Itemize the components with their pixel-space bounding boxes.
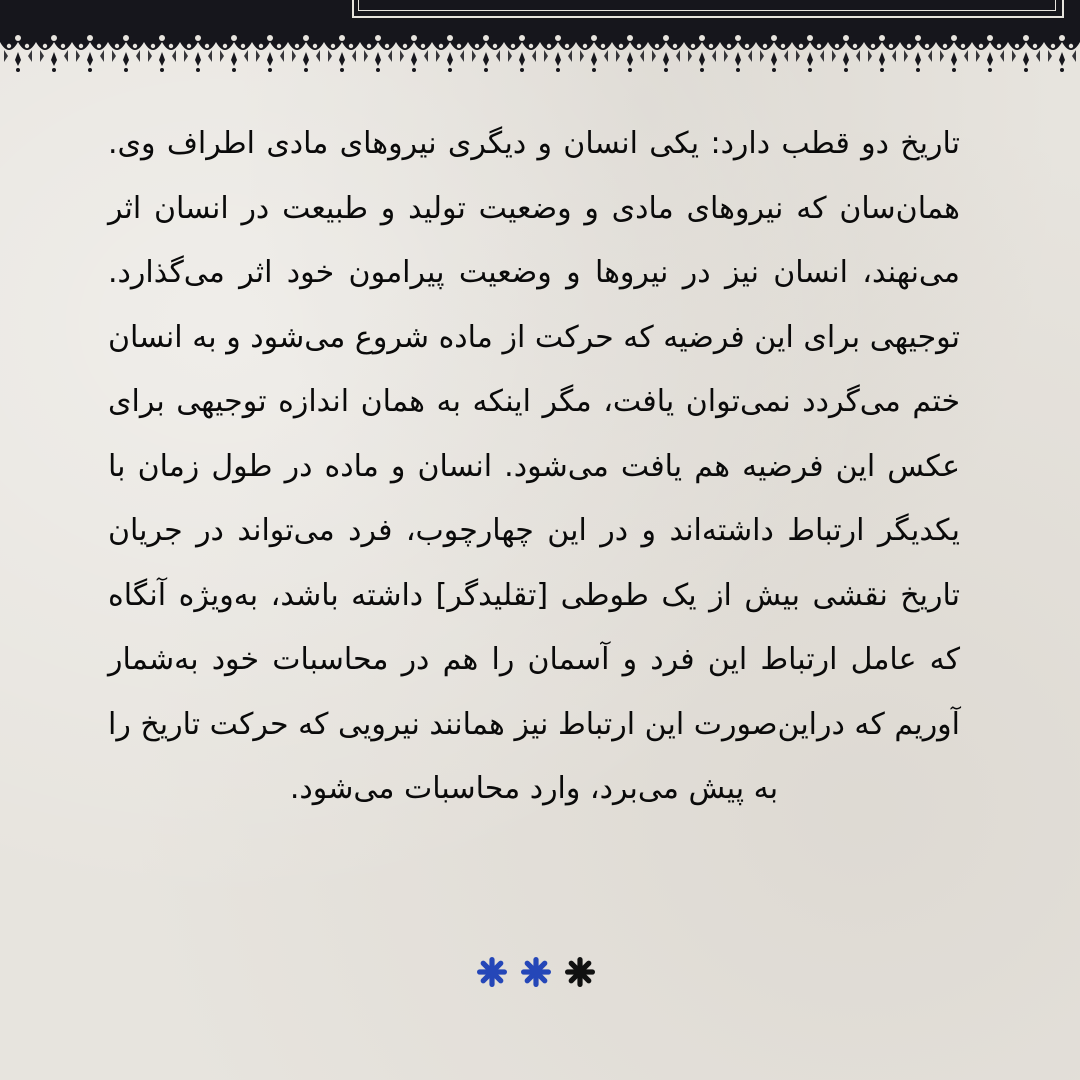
header-frame-inner: [358, 0, 1056, 11]
passage-text: تاریخ دو قطب دارد: یکی انسان و دیگری نیروهای مادی اطراف وی. همان‌سان که نیروهای مادی و وضعیت تولید و طبیعت در انسان اثر می‌نهند، انسان نیز در نیروها و وضعیت پیرامون خود اثر می‌گذارد. توجیهی برای این فرضیه که حرکت از ماده شروع می‌شود و به انسان ختم می‌گردد نمی‌توان یافت، مگر اینکه به همان اندازه توجیهی برای عکس این فرضیه هم یافت می‌شود. انسان و ماده در طول زمان با یکدیگر ارتباط داشته‌اند و در این چهارچوب، فرد می‌تواند در جریان تاریخ نقشی بیش از یک طوطی [تقلیدگر] داشته باشد، به‌ویژه آنگاه که عامل ارتباط این فرد و آسمان را هم در محاسبات خود به‌شمار آوریم که دراین‌صورت این ارتباط نیز همانند نیرویی که حرکت تاریخ را به پیش می‌برد، وارد محاسبات می‌شود.: [108, 126, 960, 806]
asterisk-icon: [477, 957, 507, 987]
asterisk-icon: [521, 957, 551, 987]
lace-border-ornament: [0, 28, 1080, 80]
asterisk-icon: [565, 957, 595, 987]
section-divider: [470, 944, 610, 1000]
